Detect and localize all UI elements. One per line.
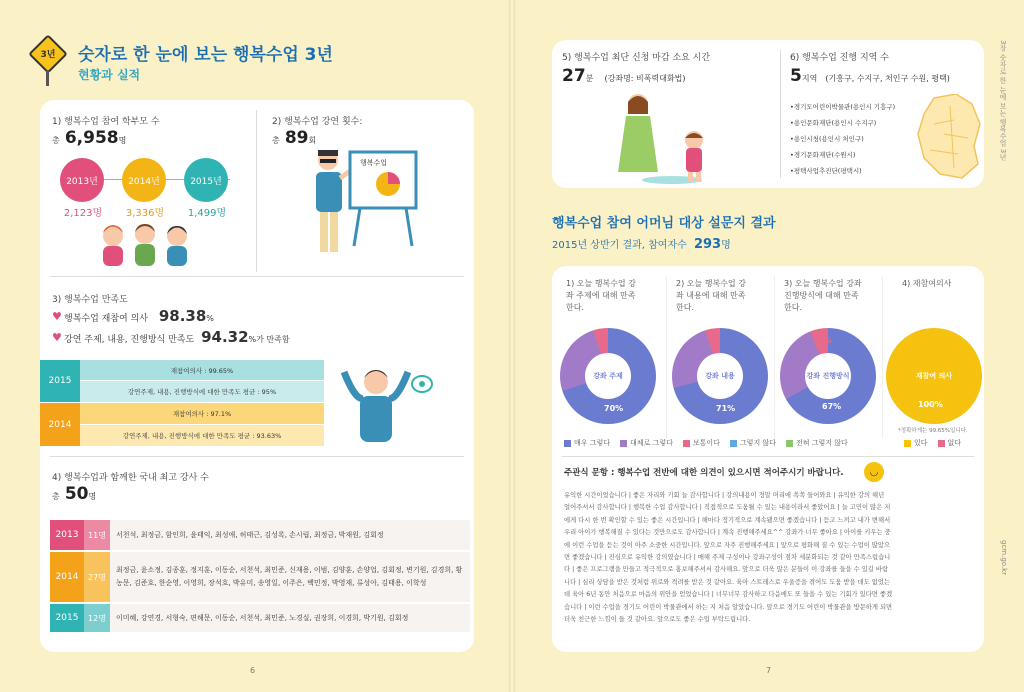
quick-facts-card [552, 40, 984, 188]
pie-q3-label-27: 27% [784, 366, 804, 375]
place-item: •평택사업추진단(평택시) [790, 167, 862, 175]
badge-text: 3년 [40, 50, 56, 60]
participants-total: 총 6,958명 [52, 128, 127, 148]
sat-year-2014: 2014 [40, 403, 80, 446]
fastest-close-label: 5) 행복수업 최단 신청 마감 소요 시간 [562, 53, 711, 63]
lecturers-table [50, 520, 470, 632]
legend-item: 그렇지 않다 [730, 438, 776, 448]
question-3: 3) 오늘 행복수업 강좌 진행방식에 대해 만족한다. [784, 279, 862, 312]
pie-q3-label-67: 67% [822, 402, 842, 411]
names-cell: 최정금, 윤소정, 김종훈, 정지훈, 이동순, 서천석, 최민준, 신재용, 이범, 김양훈, 손양업, 김회정, 변기원, 김경희, 황농문, 김준호, 한순영, 이영희, 장석호, 박유미, 송영일, 이주은, 백민정, 박영재, 류성아, 김태용, 이학성 [110, 552, 470, 602]
divider-v-right [780, 50, 781, 178]
mother-child-illustration [602, 92, 722, 184]
count-2014: 3,336명 [125, 208, 165, 219]
divider-h1 [50, 276, 464, 277]
question-2: 2) 오늘 행복수업 강좌 내용에 대해 만족한다. [676, 279, 746, 312]
pie-q4-label-100: 100% [918, 400, 943, 409]
side-url: gcm.go.kr [1000, 540, 1008, 576]
year-circle-2014: 2014년 [122, 158, 166, 202]
sign-badge-icon [32, 38, 64, 86]
divider-h3 [562, 456, 974, 457]
right-page [514, 0, 1024, 692]
pie-q1-label-25: 25% [562, 362, 582, 371]
pie-q1-label-70: 70% [604, 404, 624, 413]
pie-q2-center: 강좌 내용 [697, 353, 743, 399]
sat-year-2015: 2015 [40, 360, 80, 402]
smiley-icon: ◡ [864, 462, 884, 482]
pie-q2-label-71: 71% [716, 404, 736, 413]
left-page [0, 0, 510, 692]
page-title: 숫자로 한 눈에 보는 행복수업 3년 [78, 45, 333, 65]
opinion-text: 유익한 시간이었습니다 | 좋은 자리와 기회 늘 감사합니다 | 강의내용이 정말 머리에 쏙쏙 들어와요 | 유익한 강의 해년 얼어주셔서 감사합니다 | 행복한 수업 감사합니다 | 직접적으로 도움될 수 있는 내용이라서 좋았어요 | 늘 고민이 많은 저 에게 다시 한 번 확인할 수 있는 좋은 시간입니다 | 해마다 정기적으로 계속됐으면 좋겠습니다 | 듣고 느끼고 내가 변해서 우리 아이가 행복해질 수 있다는 것만으로도 감사합니다 | 계속 진행해주세요^^ 강좌가 너무 좋아요 | 아이를 키우는 중 에 이런 수업을 듣는 것이 아주 소중한 시간입니다. 앞으로 자주 진행해주세요 | 앞으로 평화해 질 수 있는 수업이 많았으 면 좋겠습니다 | 진심으로 유익한 강의였습니다 | 매해 주제 구성이나 강좌구성이 점차 세분화되는 것 같아 만족스럽습니 다 | 좋은 프로그램을 만들고 적극적으로 홍보해주셔서 감사해요. 앞으로 더욱 많은 분들이 이 강좌를 들을 수 있길 바랍 니다 | 심리 상담을 받은 것처럼 위로와 격려를 받은 것 같아요. 육아 스트레스로 우울증을 겪어도 도움 받을 데도 없었는 데 육아 6년 동안 처음으로 마음의 위안을 얻었습니다 | 너무너무 감사하고 다음에도 또 들을 수 있는 기회가 있다면 좋겠 습니다 | 이런 수업을 경기도 어린이 박물관에서 하는 지 처음 알았습니다. 앞으로 경기도 어린이 박물관을 방문하게 되면 더욱 친근한 느낌이 들 것 같아요. 앞으로도 좋은 수업 부탁드립니다. [564, 492, 893, 624]
pie-q1-center: 강좌 주제 [585, 353, 631, 399]
survey-title: 행복수업 참여 어머님 대상 설문지 결과 [552, 216, 776, 231]
year-cell: 2015 [50, 604, 84, 632]
legend-item: 없다 [938, 438, 962, 448]
legend [564, 438, 848, 448]
side-chapter-text: 3장 숫자로 한 눈에 보는 행복수업 3년 [999, 40, 1007, 161]
page-subtitle: 현황과 실적 [78, 68, 141, 82]
parents-illustration [95, 218, 195, 266]
legend2 [904, 438, 961, 448]
fastest-close-value: 27분 (강좌명: 비폭력대화법) [562, 66, 686, 86]
lectures-label: 2) 행복수업 강연 횟수: [272, 117, 363, 127]
lecturers-label: 4) 행복수업과 함께한 국내 최고 강사 수 [52, 473, 209, 483]
cheering-man-illustration [336, 362, 436, 446]
legend-item: 대체로 그렇다 [620, 438, 673, 448]
count-cell: 27명 [84, 552, 110, 602]
legend-item: 있다 [904, 438, 928, 448]
pie-q4-center: 재참여 의사 [911, 353, 957, 399]
heart-icon: ♥ [52, 310, 62, 323]
sat-2014-b: 강연주제, 내용, 진행방식에 대한 만족도 평균 : 93.63% [80, 425, 324, 446]
lecturer-row-2014 [50, 552, 470, 602]
pie-q3-center: 강좌 진행방식 [805, 353, 851, 399]
pie-q4 [886, 328, 982, 424]
divider-v [256, 110, 257, 272]
legend-item: 전혀 그렇지 않다 [786, 438, 848, 448]
participants-label: 1) 행복수업 참여 학부모 수 [52, 117, 160, 127]
place-item: •용인문화재단(용인시 수지구) [790, 119, 877, 127]
year-cell: 2014 [50, 552, 84, 602]
year-circle-2015: 2015년 [184, 158, 228, 202]
gyeonggi-map-icon [914, 94, 984, 180]
pie-q2-label-24: 24% [676, 362, 696, 371]
sat-2015-b: 강연주제, 내용, 진행방식에 대한 만족도 평균 : 95% [80, 381, 324, 402]
place-item: •용인시청(용인시 처인구) [790, 135, 864, 143]
names-cell: 서천석, 최정금, 함인희, 윤태익, 최성애, 허태근, 김성록, 손시립, 최정금, 박재원, 김회정 [110, 520, 470, 550]
count-cell: 11명 [84, 520, 110, 550]
count-2013: 2,123명 [63, 208, 103, 219]
heart-icon: ♥ [52, 331, 62, 344]
count-2015: 1,499명 [187, 208, 227, 219]
pie-q3-label-6: 6% [818, 336, 832, 345]
question-4: 4) 재참여의사 [902, 279, 952, 288]
place-item: •경기문화재단(수원시) [790, 151, 856, 159]
footnote: *정확하게는 99.65%입니다. [898, 428, 968, 434]
divider-h2 [50, 456, 464, 457]
place-item: •경기도어린이박물관(용인시 기흥구) [790, 103, 896, 111]
satisfaction-label: 3) 행복수업 만족도 [52, 295, 128, 305]
divider-q2 [774, 276, 775, 438]
easel-text: 행복수업 [360, 159, 388, 167]
legend-item: 매우 그렇다 [564, 438, 610, 448]
survey-subtitle: 2015년 상반기 결과, 참여자수 293명 [552, 237, 731, 252]
lectures-total: 총 89회 [272, 128, 317, 148]
count-cell: 12명 [84, 604, 110, 632]
opinion-title: 주관식 문항 : 행복수업 전반에 대한 의견이 있으시면 적어주시기 바랍니다. [564, 468, 844, 478]
page-number-left: 6 [250, 666, 256, 675]
stats-card [40, 100, 474, 652]
year-circle-2013: 2013년 [60, 158, 104, 202]
content-satisfaction-line: 강연 주제, 내용, 진행방식 만족도 94.32%가 만족함 [64, 328, 290, 346]
regions-label: 6) 행복수업 진행 지역 수 [790, 53, 889, 63]
legend-item: 보통이다 [683, 438, 720, 448]
satisfaction-table [40, 360, 324, 446]
year-cell: 2013 [50, 520, 84, 550]
divider-q3 [882, 276, 883, 438]
lecturer-row-2015 [50, 604, 470, 632]
sat-2015-a: 재참여의사 : 99.65% [80, 360, 324, 380]
lecturer-row-2013 [50, 520, 470, 550]
divider-q1 [666, 276, 667, 438]
survey-card [552, 266, 984, 652]
lecturers-total: 총 50명 [52, 484, 97, 504]
reparticipation-line: 행복수업 재참여 의사 98.38% [64, 307, 214, 325]
names-cell: 이미혜, 강연경, 서형숙, 편해문, 이동순, 서천석, 최민준, 노경실, 권장희, 이경희, 박기원, 김회정 [110, 604, 470, 632]
sat-2014-a: 재참여의사 : 97.1% [80, 403, 324, 424]
regions-value: 5지역 (기흥구, 수지구, 처인구 수원, 평택) [790, 66, 950, 86]
page-number-right: 7 [766, 666, 772, 675]
question-1: 1) 오늘 행복수업 강좌 주제에 대해 만족한다. [566, 279, 636, 312]
